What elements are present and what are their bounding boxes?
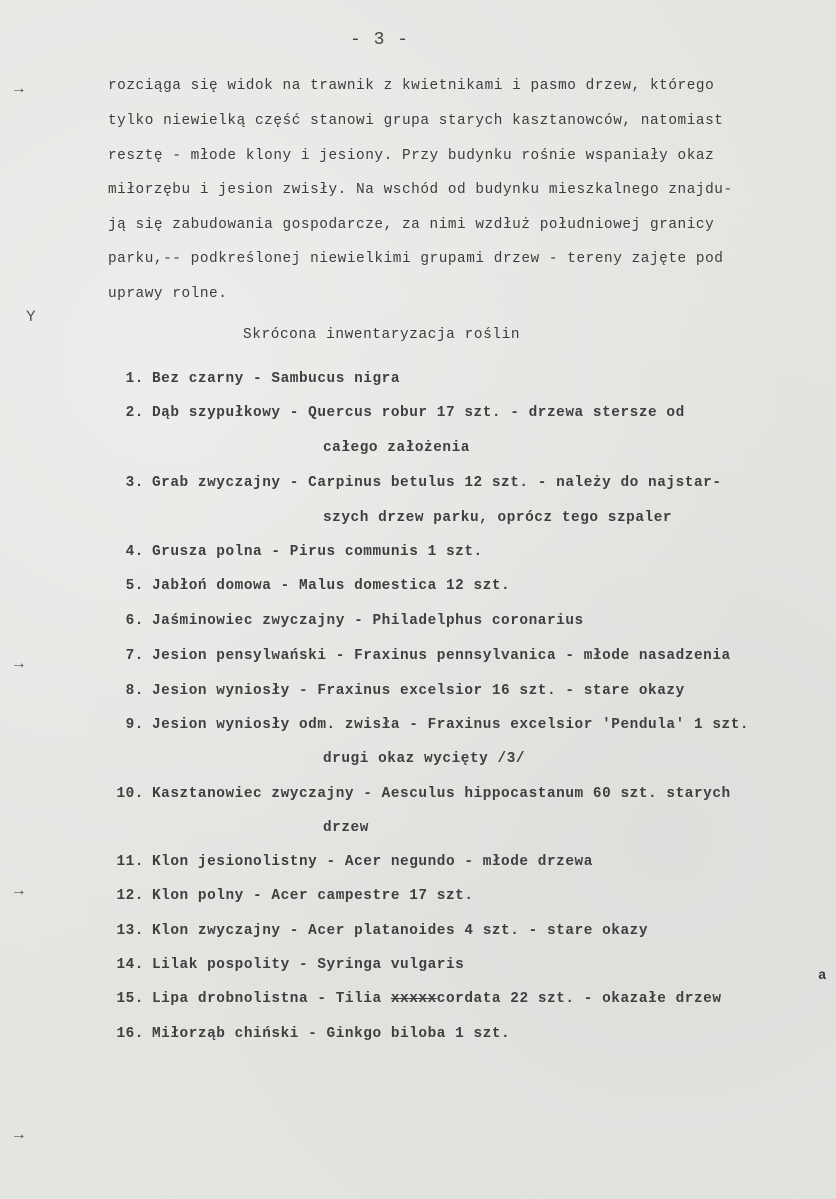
list-item <box>108 371 400 387</box>
struck-text: xxxxx <box>390 991 437 1007</box>
item-continuation: drzew <box>323 820 369 836</box>
item-text: Grab zwyczajny - Carpinus betulus 12 szt. - należy do najstar- <box>152 475 722 491</box>
list-item <box>108 957 464 973</box>
list-item <box>108 578 510 594</box>
list-item <box>108 683 685 699</box>
item-text: Klon jesionolistny - Acer negundo - młode drzewa <box>152 854 593 870</box>
item-number: 10. <box>116 786 144 802</box>
item-text: Jaśminowiec zwyczajny - Philadelphus coronarius <box>152 613 584 629</box>
item-number: 8. <box>125 683 144 699</box>
item-text: Miłorząb chiński - Ginkgo biloba 1 szt. <box>152 1026 511 1042</box>
list-item <box>108 405 685 421</box>
item-continuation: drugi okaz wycięty /3/ <box>323 751 526 767</box>
section-title: Skrócona inwentaryzacja roślin <box>243 327 521 343</box>
item-text: Jesion pensylwański - Fraxinus pennsylvanica - młode nasadzenia <box>152 648 731 664</box>
item-number: 2. <box>125 405 144 421</box>
margin-mark: → <box>14 1126 24 1144</box>
list-item <box>108 717 749 733</box>
list-item <box>108 475 722 491</box>
item-continuation: szych drzew parku, oprócz tego szpaler <box>323 510 673 526</box>
item-number: 4. <box>125 544 144 560</box>
item-number: 16. <box>116 1026 144 1042</box>
list-item <box>108 648 731 664</box>
paragraph-line: rozciąga się widok na trawnik z kwietnikami i pasmo drzew, którego <box>108 78 715 94</box>
item-text: Jabłoń domowa - Malus domestica 12 szt. <box>152 578 511 594</box>
list-item <box>108 613 584 629</box>
margin-mark: → <box>14 882 24 900</box>
item-number: 6. <box>125 613 144 629</box>
paragraph-line: uprawy rolne. <box>108 286 228 302</box>
page-number: - 3 - <box>350 30 410 50</box>
item-number: 3. <box>125 475 144 491</box>
paragraph-line: resztę - młode klony i jesiony. Przy budynku rośnie wspaniały okaz <box>108 148 715 164</box>
margin-mark: → <box>14 80 24 98</box>
item-text: Kasztanowiec zwyczajny - Aesculus hippocastanum 60 szt. starych <box>152 786 731 802</box>
list-item <box>108 786 731 802</box>
item-continuation: całego założenia <box>323 440 470 456</box>
list-item <box>108 923 648 939</box>
item-number: 7. <box>125 648 144 664</box>
item-text: Grusza polna - Pirus communis 1 szt. <box>152 544 483 560</box>
item-text: Klon polny - Acer campestre 17 szt. <box>152 888 474 904</box>
margin-mark: Y <box>26 308 36 326</box>
paragraph-line: ją się zabudowania gospodarcze, za nimi wzdłuż południowej granicy <box>108 217 715 233</box>
paragraph-line: miłorzębu i jesion zwisły. Na wschód od budynku mieszkalnego znajdu- <box>108 182 733 198</box>
paragraph-line: parku,-- podkreślonej niewielkimi grupami drzew - tereny zajęte pod <box>108 251 724 267</box>
margin-mark: → <box>14 655 24 673</box>
item-text-post: cordata 22 szt. - okazałe drzew <box>436 991 722 1007</box>
handwritten-correction: a <box>818 968 827 984</box>
paragraph-line: tylko niewielką część stanowi grupa starych kasztanowców, natomiast <box>108 113 724 129</box>
list-item <box>108 991 722 1007</box>
item-text: Jesion wyniosły odm. zwisła - Fraxinus excelsior 'Pendula' 1 szt. <box>152 717 750 733</box>
list-item <box>108 888 474 904</box>
item-text-pre: Lipa drobnolistna - Tilia <box>152 991 391 1007</box>
list-item <box>108 544 483 560</box>
item-text: Klon zwyczajny - Acer platanoides 4 szt. - stare okazy <box>152 923 649 939</box>
list-item <box>108 854 593 870</box>
item-text: Jesion wyniosły - Fraxinus excelsior 16 szt. - stare okazy <box>152 683 685 699</box>
item-number: 15. <box>116 991 144 1007</box>
item-number: 14. <box>116 957 144 973</box>
list-item <box>108 1026 510 1042</box>
item-number: 12. <box>116 888 144 904</box>
item-text: Dąb szypułkowy - Quercus robur 17 szt. - drzewa stersze od <box>152 405 685 421</box>
item-number: 11. <box>116 854 144 870</box>
item-text: Lilak pospolity - Syringa vulgaris <box>152 957 465 973</box>
item-number: 1. <box>125 371 144 387</box>
item-number: 13. <box>116 923 144 939</box>
item-text: Bez czarny - Sambucus nigra <box>152 371 401 387</box>
item-number: 5. <box>125 578 144 594</box>
item-number: 9. <box>125 717 144 733</box>
